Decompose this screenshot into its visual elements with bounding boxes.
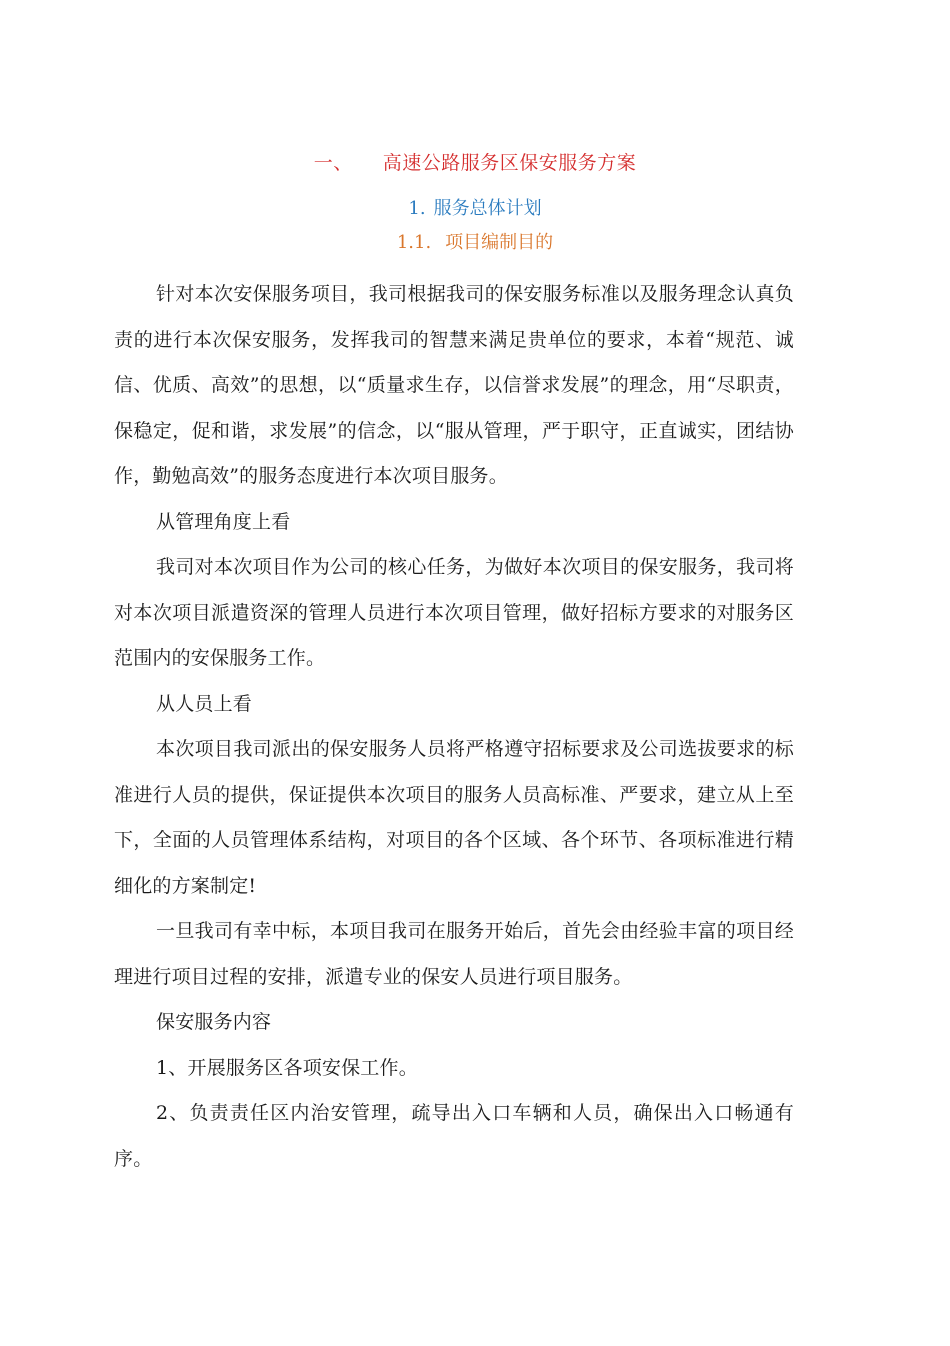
section-number: 1.: [408, 198, 426, 219]
subsection-heading: [0, 229, 950, 257]
section-heading: [0, 195, 950, 223]
section-title: 服务总体计划: [433, 198, 542, 219]
subsection-title: 项目编制目的: [445, 232, 554, 253]
list-item-1: 1、开展服务区各项安保工作。: [156, 1056, 418, 1079]
paragraph-personnel: 本次项目我司派出的保安服务人员将严格遵守招标要求及公司选拔要求的标准进行人员的提供，保证提供本次项目的服务人员高标准、严要求，建立从上至下，全面的人员管理体系结构，对项目的各个区域、各个环节、各项标准进行精细化的方案制定!: [114, 738, 794, 897]
paragraph-purpose: 针对本次安保服务项目，我司根据我司的保安服务标准以及服务理念认真负责的进行本次保安服务，发挥我司的智慧来满足贵单位的要求，本着“规范、诚信、优质、高效”的思想，以“质量求生存，以信誉求发展”的理念，用“尽职责，保稳定，促和谐，求发展”的信念，以“服从管理，严于职守，正直诚实，团结协作，勤勉高效”的服务态度进行本次项目服务。: [114, 283, 794, 487]
paragraph-personnel-heading: 从人员上看: [156, 692, 253, 715]
list-item-2: 2、负责责任区内治安管理，疏导出入口车辆和人员，确保出入口畅通有序。: [114, 1102, 794, 1170]
subsection-number: 1.1.: [396, 232, 432, 253]
paragraph-award: 一旦我司有幸中标，本项目我司在服务开始后，首先会由经验丰富的项目经理进行项目过程的安排，派遣专业的保安人员进行项目服务。: [114, 920, 794, 988]
chapter-title: 高速公路服务区保安服务方案: [382, 152, 637, 174]
paragraph-content-heading: 保安服务内容: [156, 1011, 272, 1033]
chapter-number: 一、: [313, 152, 353, 174]
chapter-heading: [0, 148, 950, 178]
paragraph-management: 我司对本次项目作为公司的核心任务，为做好本次项目的保安服务，我司将对本次项目派遣资深的管理人员进行本次项目管理，做好招标方要求的对服务区范围内的安保服务工作。: [114, 556, 794, 669]
document-body: [114, 272, 794, 1182]
paragraph-management-heading: 从管理角度上看: [156, 510, 291, 533]
